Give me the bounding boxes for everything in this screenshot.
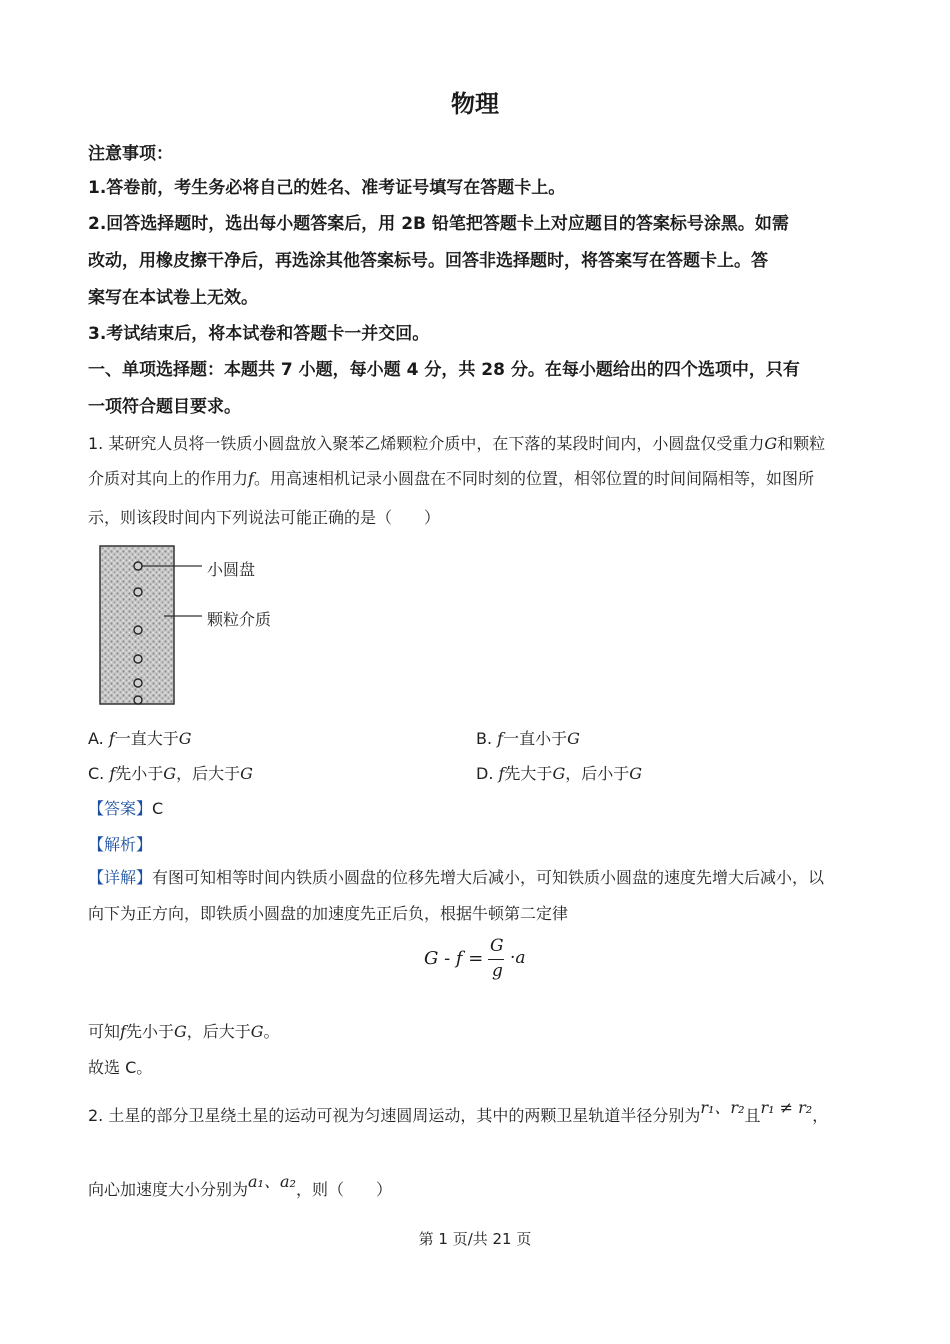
fraction-bar: [488, 959, 504, 960]
choice-b: B. f一直小于G: [476, 729, 580, 748]
choice-c: C. f先小于G，后大于G: [88, 764, 253, 783]
notice-item-3: 3.考试结束后，将本试卷和答题卡一并交回。: [88, 324, 430, 344]
notice-item-2-line-1: 2.回答选择题时，选出每小题答案后，用 2B 铅笔把答题卡上对应题目的答案标号涂黑。如需: [88, 214, 789, 234]
disc-position-6: [134, 696, 142, 704]
conclusion-line: 可知f先小于G，后大于G。: [88, 1022, 280, 1041]
q2-stem-line-1: 2. 土星的部分卫星绕土星的运动可视为匀速圆周运动，其中的两颗卫星轨道半径分别为r₁、r₂且r₁ ≠ r₂，: [88, 1098, 829, 1125]
notice-heading: 注意事项：: [88, 144, 173, 164]
formula-lhs: G - f =: [424, 948, 484, 969]
detail-line-2: 向下为正方向，即铁质小圆盘的加速度先正后负，根据牛顿第二定律: [88, 904, 569, 923]
q1-stem-line-2: 介质对其向上的作用力f。用高速相机记录小圆盘在不同时刻的位置，相邻位置的时间间隔相等，如图所: [88, 469, 814, 488]
detail-tag: 【详解】: [88, 868, 153, 887]
answer-value: C: [152, 799, 164, 818]
disc-position-3: [134, 626, 142, 634]
q2-stem-line-2: 向心加速度大小分别为a₁、a₂，则（ ）: [88, 1172, 392, 1199]
figure-label-medium: 颗粒介质: [207, 610, 272, 629]
disc-position-4: [134, 655, 142, 663]
analysis-tag: 【解析】: [88, 835, 153, 854]
notice-item-2-line-2: 改动，用橡皮擦干净后，再选涂其他答案标号。回答非选择题时，将答案写在答题卡上。答: [88, 251, 768, 271]
formula-rhs: ·a: [510, 948, 526, 968]
answer-line: [88, 796, 163, 819]
figure-label-disc: 小圆盘: [207, 560, 256, 579]
disc-position-1: [134, 562, 142, 570]
page-footer: 第 1 页/共 21 页: [418, 1230, 532, 1248]
formula-denominator: g: [492, 961, 503, 981]
section-heading-line-2: 一项符合题目要求。: [88, 397, 241, 417]
page-title: 物理: [451, 90, 499, 118]
disc-position-2: [134, 588, 142, 596]
notice-item-2-line-3: 案写在本试卷上无效。: [88, 288, 258, 308]
answer-tag: 【答案】: [88, 799, 153, 818]
q1-stem-line-1: 1. 某研究人员将一铁质小圆盘放入聚苯乙烯颗粒介质中，在下落的某段时间内，小圆盘仅受重力G和颗粒: [88, 434, 826, 453]
notice-item-1: 1.答卷前，考生务必将自己的姓名、准考证号填写在答题卡上。: [88, 178, 566, 198]
formula-numerator: G: [490, 936, 504, 956]
q1-stem-line-3: 示，则该段时间内下列说法可能正确的是（ ）: [88, 508, 441, 527]
section-heading-line-1: 一、单项选择题：本题共 7 小题，每小题 4 分，共 28 分。在每小题给出的四个选项中，只有: [88, 360, 800, 380]
newton-formula: [422, 938, 562, 988]
disc-position-5: [134, 679, 142, 687]
choose-line: 故选 C。: [88, 1058, 153, 1077]
choice-a: A. f一直大于G: [88, 729, 192, 748]
detail-line-1: 【详解】有图可知相等时间内铁质小圆盘的位移先增大后减小，可知铁质小圆盘的速度先增大后减小，以: [88, 868, 825, 887]
choice-d: D. f先大于G，后小于G: [476, 764, 643, 783]
